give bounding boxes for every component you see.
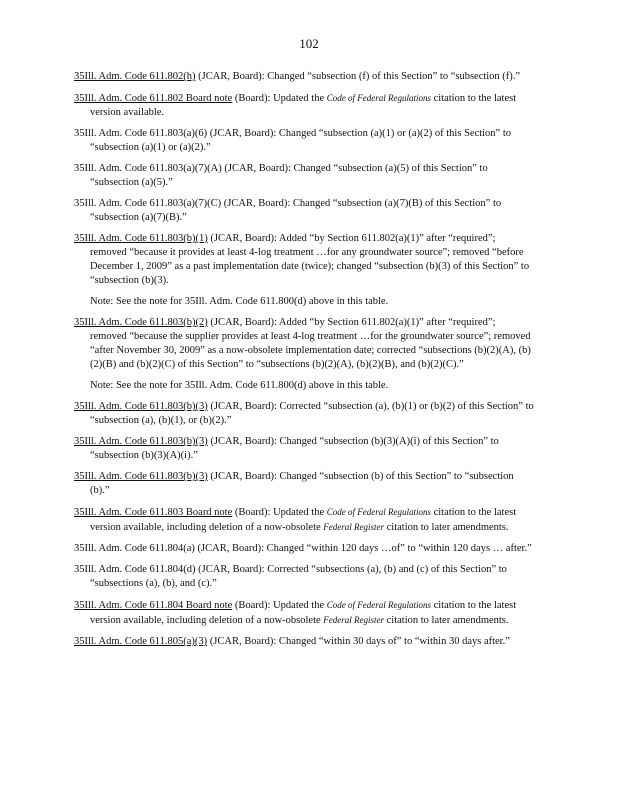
publication-title: Code of Federal Regulations xyxy=(326,507,431,517)
amendment-entry: 35Ill. Adm. Code 611.804(d) (JCAR, Board): Corrected “subsections (a), (b) and (c) of this Section” to “subsections (a), (b), and (c).” xyxy=(74,564,507,589)
amendment-list xyxy=(74,70,534,656)
publication-title: Code of Federal Regulations xyxy=(326,93,431,103)
amendment-entry: 35Ill. Adm. Code 611.804 Board note (Board): Updated the Code of Federal Regulations citation to the latest version available, including deletion of a now-obsolete Federal Register citation to later amendments. xyxy=(74,600,517,626)
amendment-entry: 35Ill. Adm. Code 611.803(b)(3) (JCAR, Board): Corrected “subsection (a), (b)(1) or (b)(2) of this Section” to “subsection (a), (b)(1), or (b)(2).” xyxy=(74,401,534,426)
code-citation: 35Ill. Adm. Code 611.803(b)(1) xyxy=(74,233,208,244)
amendment-entry: 35Ill. Adm. Code 611.803(a)(7)(C) (JCAR, Board): Changed “subsection (a)(7)(B) of this Section” to “subsection (a)(7)(B).” xyxy=(74,198,502,223)
code-citation: 35Ill. Adm. Code 611.803(b)(3) xyxy=(74,401,208,412)
amendment-entry: 35Ill. Adm. Code 611.802 Board note (Board): Updated the Code of Federal Regulations citation to the latest version available. xyxy=(74,93,517,118)
table-note: Note: See the note for 35Ill. Adm. Code 611.800(d) above in this table. xyxy=(90,296,389,307)
amendment-entry: 35Ill. Adm. Code 611.802(h) (JCAR, Board): Changed “subsection (f) of this Section” to “subsection (f).” xyxy=(74,71,521,82)
publication-title: Code of Federal Regulations xyxy=(326,600,431,610)
code-citation: 35Ill. Adm. Code 611.802(h) xyxy=(74,71,196,82)
amendment-entry: 35Ill. Adm. Code 611.803(a)(6) (JCAR, Board): Changed “subsection (a)(1) or (a)(2) of this Section” to “subsection (a)(1) or (a)(2).” xyxy=(74,128,512,153)
publication-title: Federal Register xyxy=(323,522,385,532)
amendment-entry: 35Ill. Adm. Code 611.804(a) (JCAR, Board): Changed “within 120 days …of” to “within 120 days … after.” xyxy=(74,543,532,554)
code-citation: 35Ill. Adm. Code 611.803(b)(3) xyxy=(74,471,208,482)
amendment-entry: 35Ill. Adm. Code 611.803(b)(2) (JCAR, Board): Added “by Section 611.802(a)(1)” after “required”; removed “because the supplier provides at least 4-log treatment …for the groundwater source”; removed “after November 30, 2009” as a now-obsolete implementation date; corrected “subsections (b)(2)(A), (b)(2)(B) and (b)(2)(C) of this Section” to “subsections (b)(2)(A), (b)(2)(B), and (b)(2)(C).” xyxy=(74,317,531,370)
amendment-entry: 35Ill. Adm. Code 611.803(b)(3) (JCAR, Board): Changed “subsection (b) of this Section” to “subsection (b).” xyxy=(74,471,514,496)
amendment-entry: 35Ill. Adm. Code 611.805(a)(3) (JCAR, Board): Changed “within 30 days of” to “within 30 days after.” xyxy=(74,636,510,647)
amendment-entry: 35Ill. Adm. Code 611.803(b)(1) (JCAR, Board): Added “by Section 611.802(a)(1)” after “required”; removed “because it provides at least 4-log treatment …for any groundwater source”; removed “before December 1, 2009” as a past implementation date (twice); changed “subsection (b)(3) of this Section” to “subsection (b)(3). xyxy=(74,233,530,286)
amendment-entry: 35Ill. Adm. Code 611.803 Board note (Board): Updated the Code of Federal Regulations citation to the latest version available, including deletion of a now-obsolete Federal Register citation to later amendments. xyxy=(74,507,517,533)
page-number: 102 xyxy=(299,36,319,51)
code-citation: 35Ill. Adm. Code 611.802 Board note xyxy=(74,93,233,104)
table-note: Note: See the note for 35Ill. Adm. Code 611.800(d) above in this table. xyxy=(90,380,389,391)
code-citation: 35Ill. Adm. Code 611.803(b)(2) xyxy=(74,317,208,328)
code-citation: 35Ill. Adm. Code 611.803(b)(3) xyxy=(74,436,208,447)
amendment-entry: 35Ill. Adm. Code 611.803(a)(7)(A) (JCAR, Board): Changed “subsection (a)(5) of this Section” to “subsection (a)(5).” xyxy=(74,163,488,188)
amendment-entry: 35Ill. Adm. Code 611.803(b)(3) (JCAR, Board): Changed “subsection (b)(3)(A)(i) of this Section” to “subsection (b)(3)(A)(i).” xyxy=(74,436,499,461)
code-citation: 35Ill. Adm. Code 611.803 Board note xyxy=(74,507,233,518)
publication-title: Federal Register xyxy=(323,615,385,625)
code-citation: 35Ill. Adm. Code 611.805(a)(3) xyxy=(74,636,208,647)
code-citation: 35Ill. Adm. Code 611.804 Board note xyxy=(74,600,233,611)
